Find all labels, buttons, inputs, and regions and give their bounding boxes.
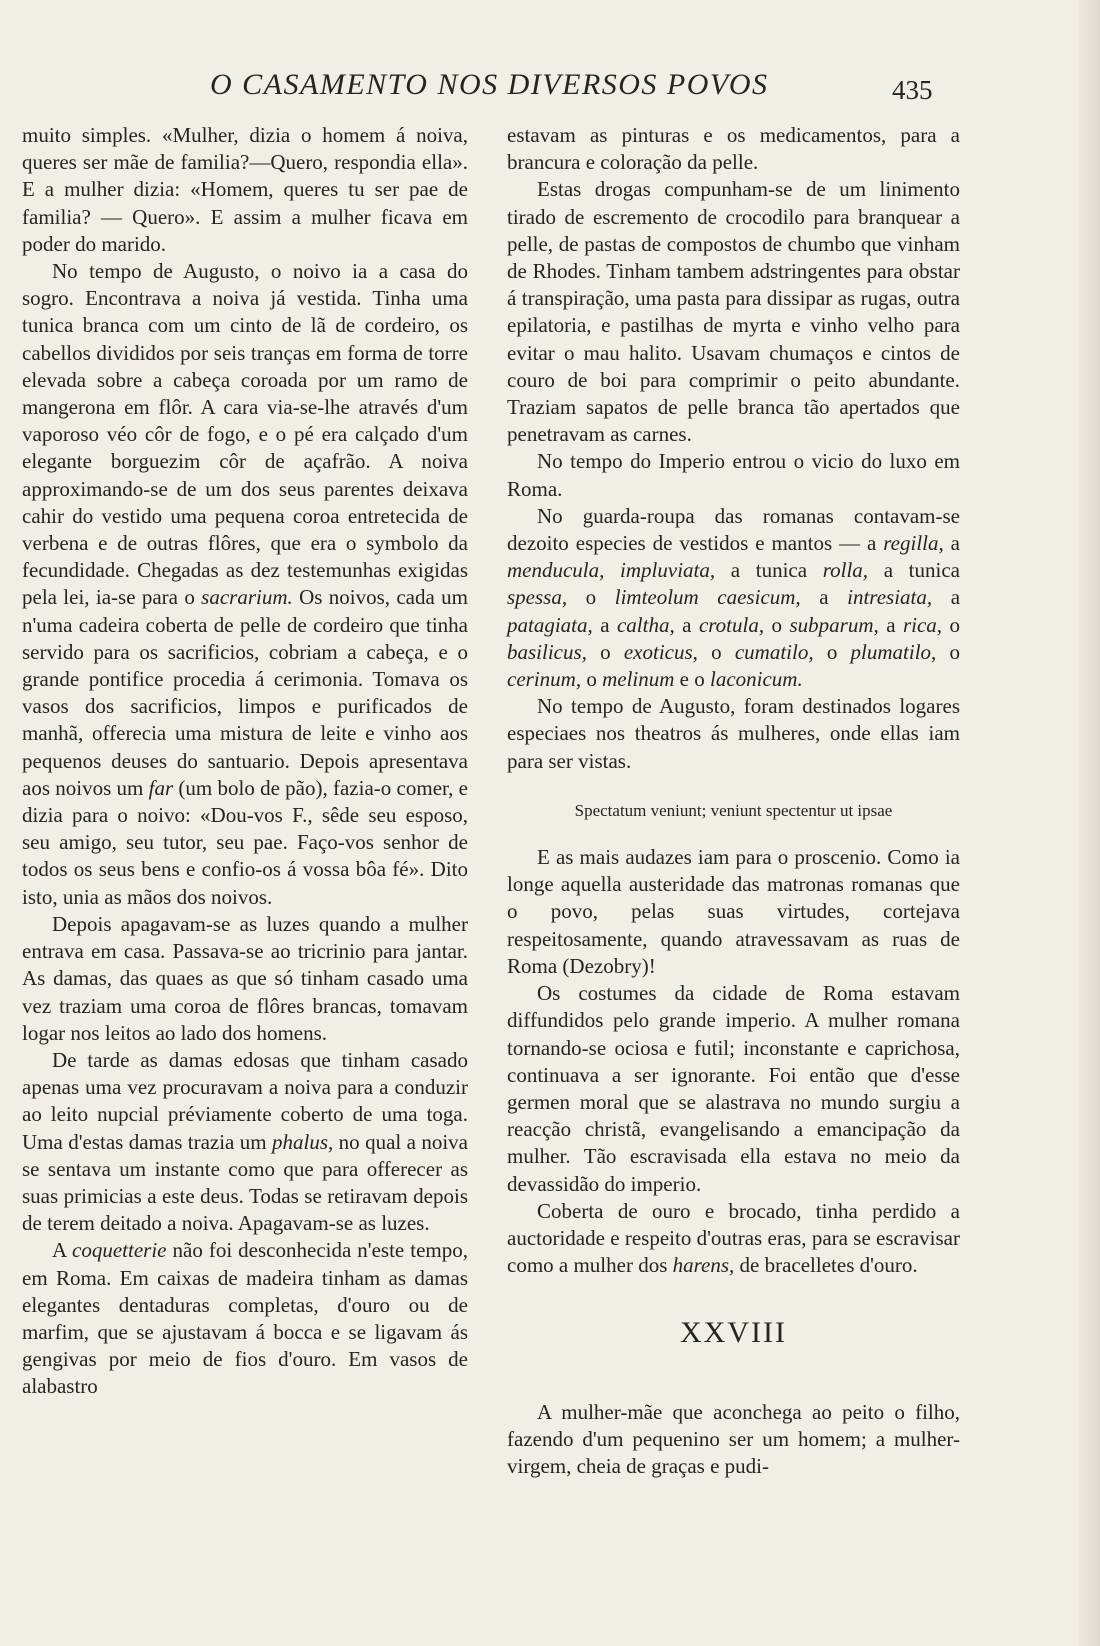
text-run: a (674, 612, 699, 637)
paragraph (507, 176, 960, 448)
text-run: o (936, 639, 961, 664)
text-run: a (878, 612, 903, 637)
italic-term: exoticus, (623, 639, 698, 664)
paragraph (22, 911, 468, 1047)
paragraph (22, 122, 468, 258)
text-run: o (581, 667, 603, 692)
text-run: e o (674, 667, 710, 692)
running-title: O CASAMENTO NOS DIVERSOS POVOS (210, 68, 769, 101)
paragraph (507, 844, 960, 980)
text-run: No tempo de Augusto, o noivo ia a casa do sogro. Encontrava a noiva já vestida. Tinha uma tunica branca com um cinto de lã de cordeiro, os cabellos divididos por seis tranças em forma de torre elevada sobre a cabeça coroada por um ramo de mangerona em flôr. A cara via-se-lhe através d'um vaporoso véo côr de fogo, e o pé era calçado d'um elegante borguezim côr de açafrão. A noiva approximando-se de um dos seus parentes deixava cahir do vestido uma pequena coroa entretecida de verbena e de outras flôres, que era o symbolo da fecundidade. Chegadas as dez testemunhas exigidas pela lei, ia-se para o (22, 259, 468, 610)
italic-term: regilla, (883, 531, 944, 556)
text-run: a tunica (715, 558, 823, 583)
text-run: o (764, 612, 790, 637)
italic-term: spessa, (507, 585, 568, 610)
italic-term: intresiata, (847, 585, 933, 610)
italic-term: caltha, (616, 612, 675, 637)
paragraph (507, 693, 960, 775)
text-run: o (586, 639, 624, 664)
italic-term: laconicum. (709, 667, 803, 692)
italic-term: far (148, 775, 174, 800)
paragraph (507, 448, 960, 502)
italic-term: patagiata, (507, 612, 593, 637)
right-column-top (507, 122, 960, 775)
right-column-bottom (507, 1399, 960, 1481)
italic-term: rica, (902, 612, 943, 637)
text-run: E as mais audazes iam para o proscenio. Como ia longe aquella austeridade das matronas romanas que o povo, pelas suas virtudes, cortejava respeitosamente, quando atravessavam as ruas de Roma (Dezobry)! (507, 845, 960, 978)
text-run: muito simples. «Mulher, dizia o homem á noiva, queres ser mãe de familia?—Quero, respondia ella». E a mulher dizia: «Homem, queres tu ser pae de familia? — Quero». E assim a mulher ficava em poder do marido. (22, 123, 468, 256)
italic-term: basilicus, (507, 639, 587, 664)
left-column (22, 122, 468, 1401)
text-run: a (943, 531, 960, 556)
italic-term: sacrarium. (201, 585, 293, 610)
right-column-middle (507, 844, 960, 1279)
italic-term: crotula, (698, 612, 765, 637)
paragraph (507, 503, 960, 693)
text-run: (um bolo de pão), fazia-o comer, e dizia para o noivo: «Dou-vos F., sêde seu esposo, seu amigo, seu tutor, seu pae. Faço-vos senhor de todos os seus bens e confio-os á vossa bôa fé». Dito isto, unia as mãos dos noivos. (22, 775, 468, 909)
text-run: No tempo do Imperio entrou o vicio do luxo em Roma. (507, 449, 960, 501)
text-run: A (52, 1238, 73, 1263)
text-run: de bracelletes d'ouro. (734, 1253, 918, 1278)
italic-term: phalus, (272, 1129, 334, 1154)
page-header (0, 68, 1100, 108)
paragraph (507, 1198, 960, 1280)
text-run: estavam as pinturas e os medicamentos, para a brancura e coloração da pelle. (507, 123, 960, 175)
italic-term: menducula, impluviata, (507, 558, 716, 583)
italic-term: plumatilo, (850, 639, 937, 664)
text-run: De tarde as damas edosas que tinham casado apenas uma vez procuravam a noiva para a conduzir ao leito nupcial préviamente coberto de uma toga. Uma d'estas damas trazia um (22, 1047, 468, 1154)
paragraph (507, 122, 960, 176)
italic-term: cerinum, (507, 667, 582, 692)
text-run: a (800, 585, 848, 610)
paragraph (507, 1399, 960, 1481)
italic-term: rolla, (822, 558, 869, 583)
text-run: Estas drogas compunham-se de um linimento tirado de escremento de crocodilo para branquear a pelle, de pastas de compostos de chumbo que vinham de Rhodes. Tinham tambem adstringentes para obstar á transpiração, uma pasta para dissipar as rugas, outra epilatoria, e pastilhas de myrta e vinho velho para evitar o mau halito. Usavam chumaços e cintos de couro de boi para comprimir o peito abundante. Traziam sapatos de pelle branca tão apertados que penetravam as carnes. (507, 177, 960, 447)
italic-term: coquetterie (72, 1238, 167, 1263)
italic-term: cumatilo, (734, 639, 814, 664)
text-run: A mulher-mãe que aconchega ao peito o filho, fazendo d'um pequenino ser um homem; a mulher-virgem, cheia de graças e pudi- (507, 1399, 960, 1478)
text-run: a (592, 612, 617, 637)
text-run: o (942, 612, 961, 637)
text-run: não foi desconhecida n'este tempo, em Roma. Em caixas de madeira tinham as damas elegantes dentaduras completas, d'ouro ou de marfim, que se ajustavam á bocca e se ligavam ás gengivas por meio de fios d'ouro. Em vasos de alabastro (22, 1238, 468, 1399)
right-column (507, 122, 960, 1480)
italic-term: subparum, (789, 612, 879, 637)
text-run: o (697, 639, 735, 664)
page-number: 435 (892, 75, 933, 105)
text-run: no qual a noiva se sentava um instante como que para offerecer as suas primicias a este deus. Todas se retiravam depois de terem deitado a noiva. Apagavam-se as luzes. (22, 1129, 468, 1236)
text-run: Os noivos, cada um n'uma cadeira coberta de pelle de cordeiro que tinha servido para os sacrificios, cobriam a cabeça, e o grande pontifice procedia á cerimonia. Tomava os vasos dos sacrificios, limpos e purificados de manhã, offerecia uma mistura de leite e vinho aos pequenos deuses do santuario. Depois apresentava aos noivos um (22, 585, 468, 800)
latin-quote: Spectatum veniunt; veniunt spectentur ut ipsae (574, 800, 893, 820)
text-run: No tempo de Augusto, foram destinados logares especiaes nos theatros ás mulheres, onde ellas iam para ser vistas. (507, 694, 960, 773)
italic-term: melinum (602, 667, 675, 692)
text-run: No guarda-roupa das romanas contavam-se dezoito especies de vestidos e mantos — a (507, 503, 960, 556)
italic-term: harens, (672, 1253, 735, 1278)
paragraph (22, 1237, 468, 1400)
text-run: a (932, 585, 961, 610)
paragraph (507, 980, 960, 1198)
paragraph (22, 1047, 468, 1237)
text-run: Coberta de ouro e brocado, tinha perdido a auctoridade e respeito d'outras eras, para se escravisar como a mulher dos (507, 1198, 960, 1278)
paragraph (22, 258, 468, 911)
text-run: o (813, 639, 851, 664)
text-run: Os costumes da cidade de Roma estavam diffundidos pelo grande imperio. A mulher romana tornando-se ociosa e futil; inconstante e caprichosa, continuava a ser ignorante. Foi então que d'esse germen moral que se alastrava no mundo surgiu a reacção christã, evangelisando a emancipação da mulher. Tão escravisada ella estava no meio da devassidão do imperio. (507, 981, 960, 1196)
text-run: a tunica (868, 558, 960, 583)
section-heading: XXVIII (680, 1316, 787, 1350)
italic-term: limteolum caesicum, (614, 585, 801, 610)
text-run: Depois apagavam-se as luzes quando a mulher entrava em casa. Passava-se ao tricrinio para jantar. As damas, das quaes as que só tinham casado uma vez traziam uma coroa de flôres brancas, tomavam logar nos leitos ao lado dos homens. (22, 911, 468, 1045)
text-run: o (567, 585, 615, 610)
